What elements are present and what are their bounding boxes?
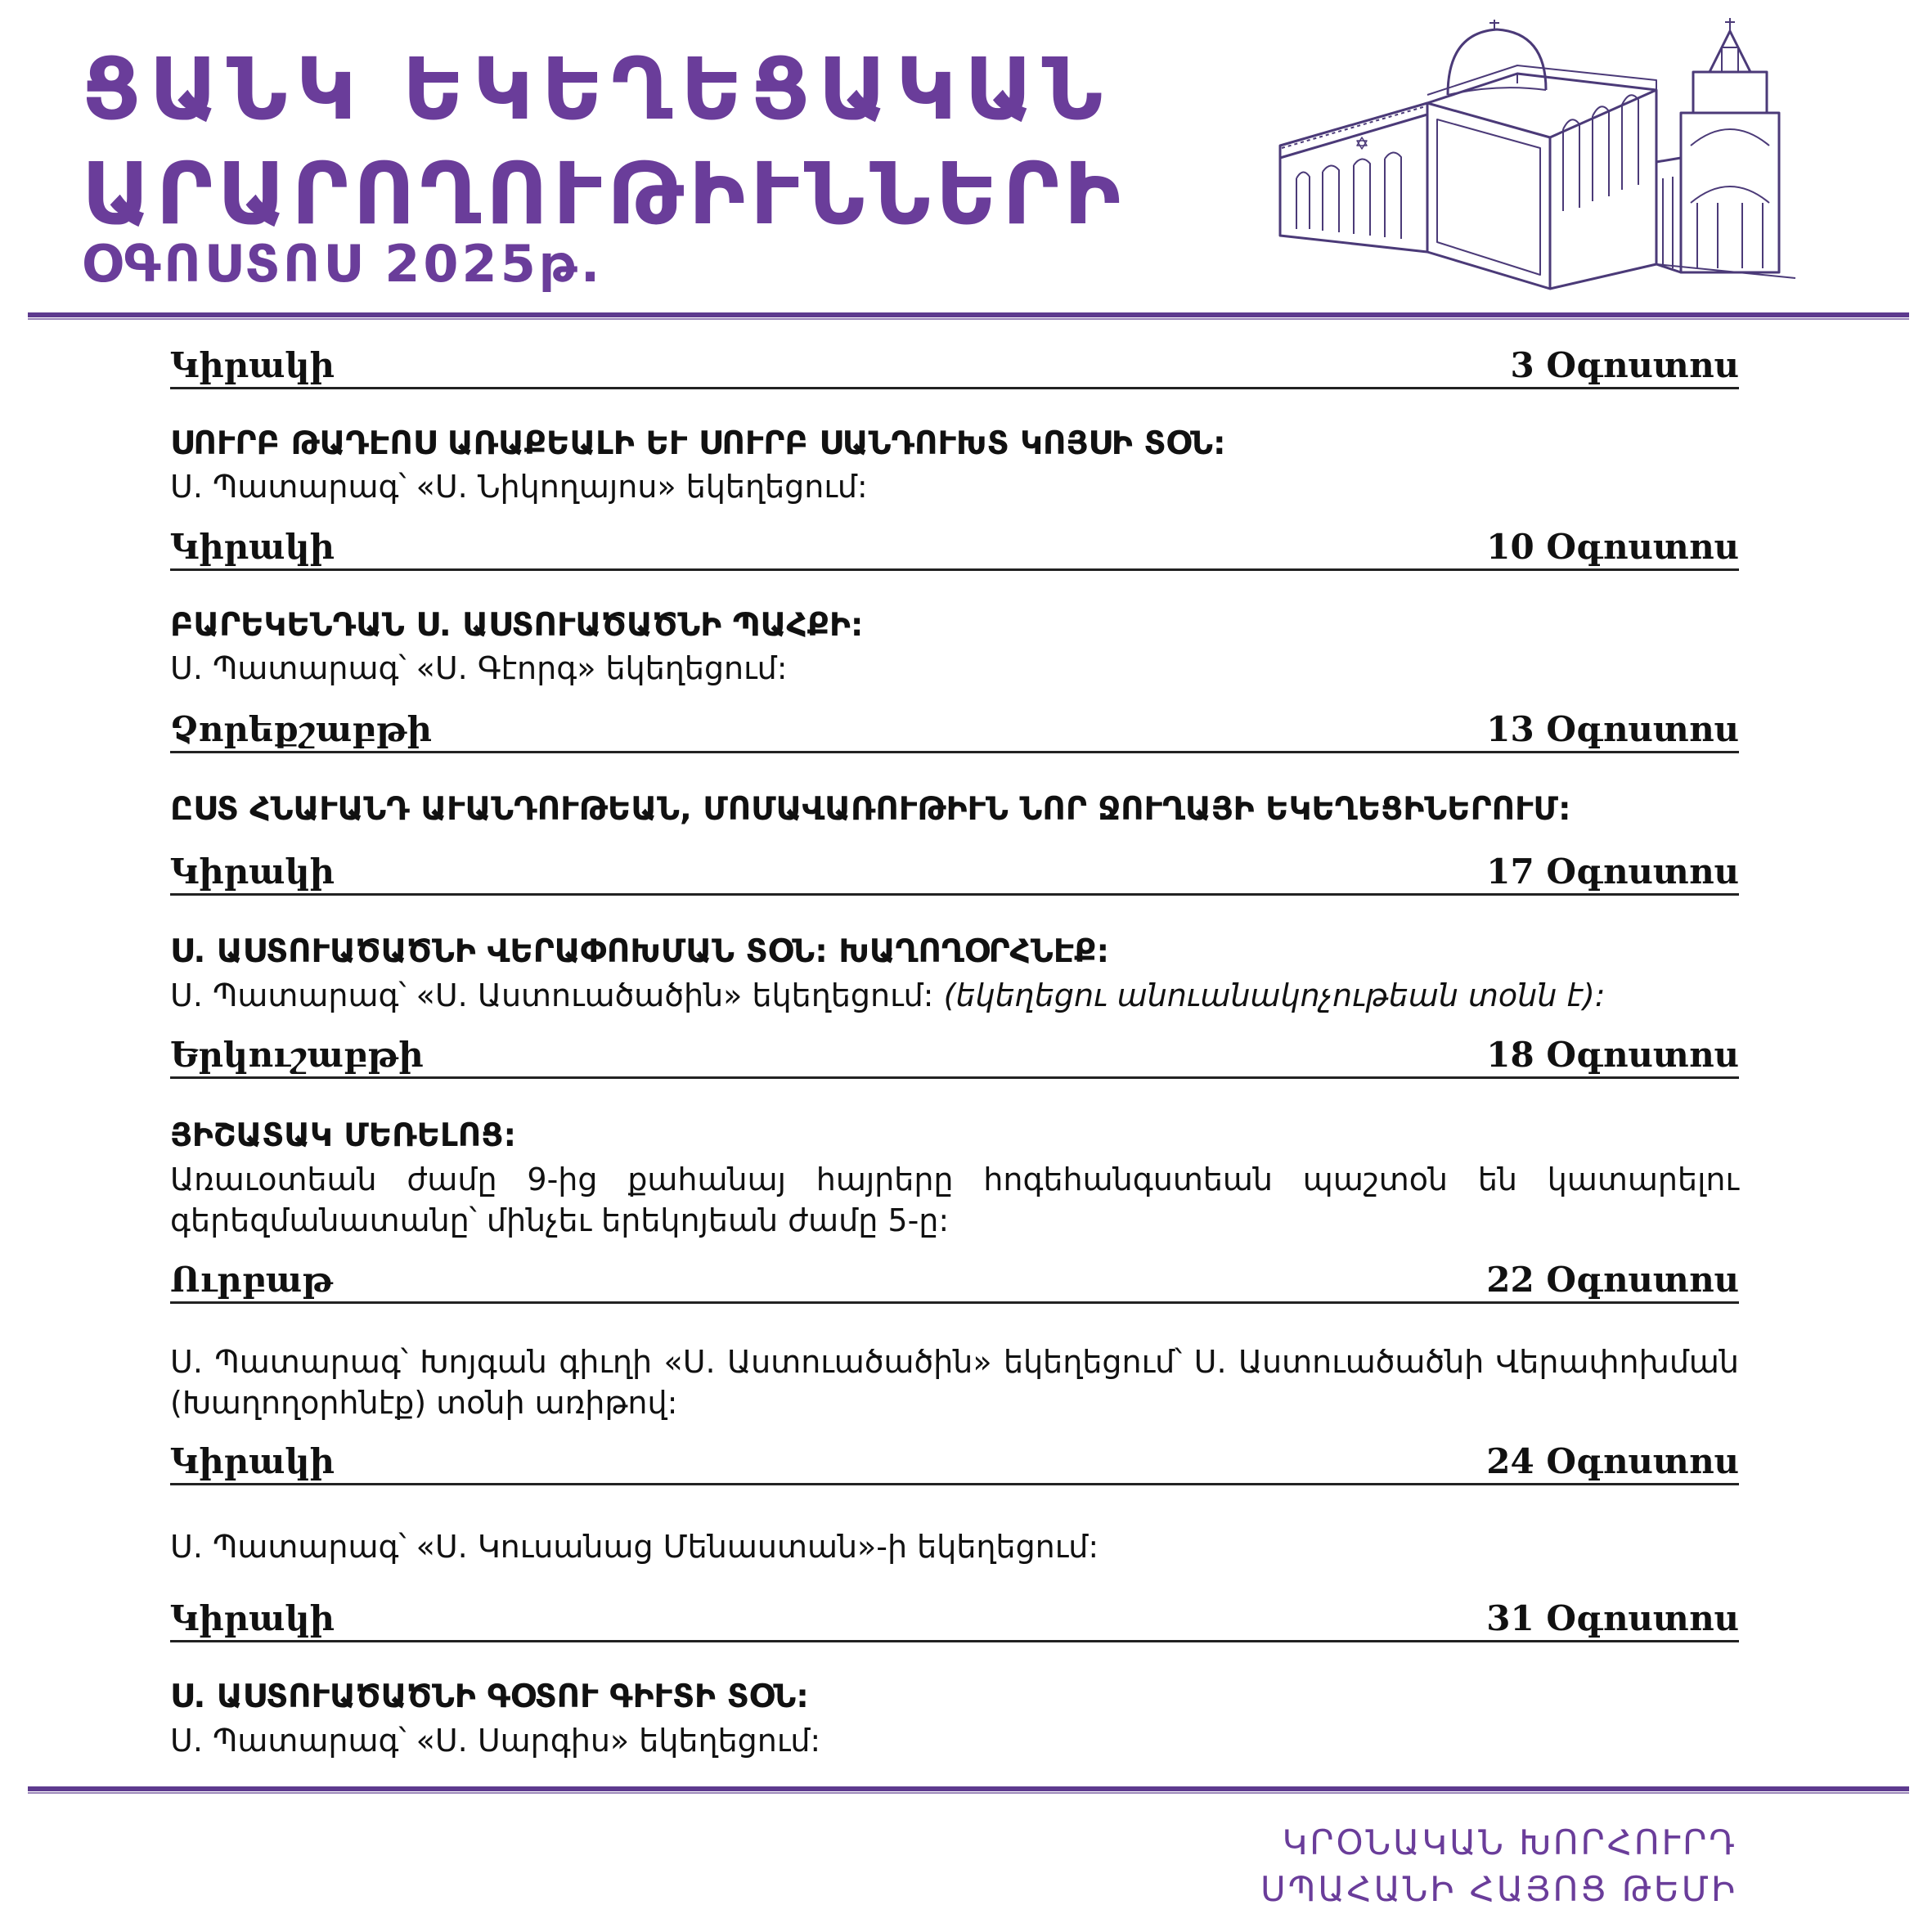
event-date-row — [170, 339, 1739, 389]
event-weekday: Չորեքշաբթի — [170, 709, 433, 749]
footer-council-name: ԿՐՕՆԱԿԱՆ ԽՈՐՀՈՒՐԴ — [1282, 1822, 1737, 1862]
event-heading: Ս. ԱՍՏՈՒԱԾԱԾՆԻ ԳՕՏՈՒ ԳԻՒՏԻ ՏՕՆ: — [170, 1678, 809, 1715]
event-weekday: Կիրակի — [170, 1598, 335, 1638]
top-divider — [28, 312, 1909, 317]
event-weekday: Կիրակի — [170, 851, 335, 892]
event-description: Ս. Պատարագ՝ «Ս. Նիկողայոս» եկեղեցում: — [170, 469, 868, 505]
event-date-row — [170, 521, 1739, 571]
event-date: 17 Օգոստոս — [1486, 851, 1739, 892]
event-description: Ս. Պատարագ՝ «Ս. Սարգիս» եկեղեցում: — [170, 1723, 821, 1759]
event-date: 22 Օգոստոս — [1486, 1260, 1739, 1300]
event-note: (եկեղեցու անուանակոչութեան տօնն է): — [943, 977, 1606, 1013]
event-date-row — [170, 1254, 1739, 1304]
page-title-line1: ՑԱՆԿ ԵԿԵՂԵՑԱԿԱՆ — [82, 39, 1112, 139]
event-heading: ՍՈՒՐԲ ԹԱԴԷՈՍ ԱՌԱՔԵԱԼԻ ԵՒ ՍՈՒՐԲ ՍԱՆԴՈՒԽՏ ԿՈՅՍԻ ՏՕՆ: — [170, 425, 1226, 462]
month-year-label: ՕԳՈՍՏՈՍ 2025թ. — [82, 234, 604, 294]
event-weekday: Ուրբաթ — [170, 1260, 334, 1300]
event-date: 24 Օգոստոս — [1486, 1441, 1739, 1481]
event-date: 13 Օգոստոս — [1486, 709, 1739, 749]
page-title-line2: ԱՐԱՐՈՂՈՒԹԻՒՆՆԵՐԻ — [82, 144, 1126, 244]
event-date-row — [170, 703, 1739, 753]
bottom-divider — [28, 1786, 1909, 1791]
event-heading: ԸՍՏ ՀՆԱՒԱՆԴ ԱՒԱՆԴՈՒԹԵԱՆ, ՄՈՄԱՎԱՌՈՒԹԻՒՆ ՆՈՐ ՋՈՒՂԱՅԻ ԵԿԵՂԵՑԻՆԵՐՈՒՄ: — [170, 791, 1571, 828]
event-description: Ս. Պատարագ՝ «Ս. Կուսանաց Մենաստան»-ի եկեղեցում: — [170, 1529, 1099, 1565]
event-heading: ԲԱՐԵԿԵՆԴԱՆ Ս. ԱՍՏՈՒԱԾԱԾՆԻ ՊԱՀՔԻ: — [170, 607, 864, 644]
event-date-row — [170, 1593, 1739, 1642]
event-date: 10 Օգոստոս — [1486, 527, 1739, 567]
event-date-row — [170, 1029, 1739, 1079]
footer-diocese-name: ՍՊԱՀԱՆԻ ՀԱՅՈՑ ԹԵՄԻ — [1260, 1869, 1737, 1909]
event-date-row — [170, 846, 1739, 896]
event-weekday: Երկուշաբթի — [170, 1035, 424, 1075]
event-date: 18 Օգոստոս — [1486, 1035, 1739, 1075]
event-date: 3 Օգոստոս — [1510, 345, 1739, 385]
event-heading: ՅԻՇԱՏԱԿ ՄԵՌԵԼՈՑ: — [170, 1117, 517, 1154]
event-description: Ս. Պատարագ՝ Խոյգան գիւղի «Ս. Աստուածածին» եկեղեցում՝ Ս. Աստուածածնի Վերափոխման (Խաղողօրհնէք) տօնի առիթով: — [170, 1344, 1739, 1421]
event-weekday: Կիրակի — [170, 1441, 335, 1481]
event-description: Առաւօտեան ժամը 9-ից քահանայ հայրերը հոգեհանգստեան պաշտօն են կատարելու գերեզմանատանը՝ մինչեւ երեկոյեան ժամը 5-ը: — [170, 1161, 1739, 1238]
event-heading: Ս. ԱՍՏՈՒԱԾԱԾՆԻ ՎԵՐԱՓՈԽՄԱՆ ՏՕՆ: ԽԱՂՈՂՕՐՀՆԷՔ: — [170, 933, 1110, 970]
church-illustration — [1272, 15, 1804, 297]
event-description — [170, 975, 1739, 1016]
event-weekday: Կիրակի — [170, 345, 335, 385]
event-date: 31 Օգոստոս — [1486, 1598, 1739, 1638]
event-weekday: Կիրակի — [170, 527, 335, 567]
event-description-text: Ս. Պատարագ՝ «Ս. Աստուածածին» եկեղեցում: — [170, 977, 934, 1013]
event-description: Ս. Պատարագ՝ «Ս. Գէորգ» եկեղեցում: — [170, 650, 788, 686]
event-date-row — [170, 1436, 1739, 1485]
